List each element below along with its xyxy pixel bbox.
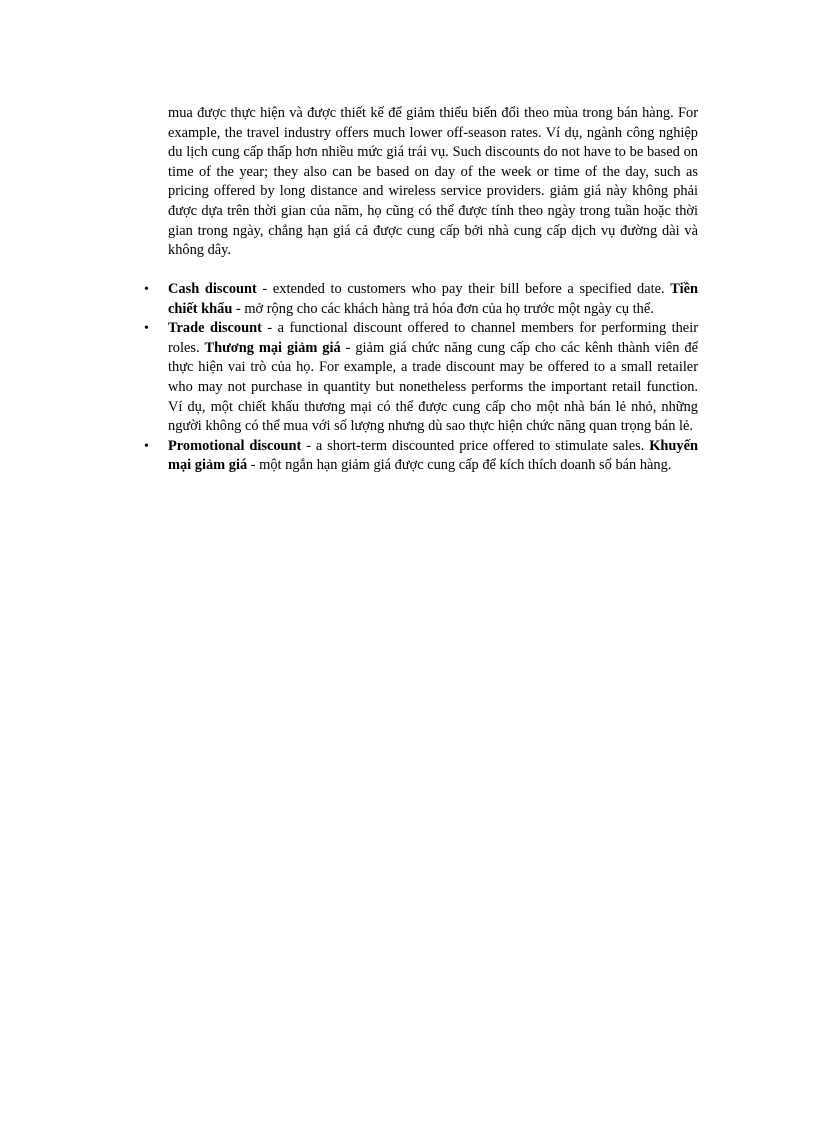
list-item-promotional-discount: [144, 437, 698, 476]
list-item-trade-discount: [144, 319, 698, 437]
discount-types-list: [144, 280, 698, 476]
bullet-icon: •: [144, 282, 149, 297]
term-english: Trade discount: [168, 320, 262, 337]
term-vietnamese: Thương mại giảm giá: [204, 339, 341, 356]
term-english: Cash discount: [168, 281, 257, 297]
continuation-paragraph: mua được thực hiện và được thiết kế để giảm thiểu biến đổi theo mùa trong bán hàng. For example, the travel industry offers much lower off-season rates. Ví dụ, ngành công nghiệp du lịch cung cấp thấp hơn nhiều mức giá trái vụ. Such discounts do not have to be based on time of the year; they also can be based on day of the week or time of the day, such as pricing offered by long distance and wireless service providers. giảm giá này không phải được dựa trên thời gian của năm, họ cũng có thể được tính theo ngày trong tuần hoặc thời gian trong ngày, chẳng hạn giá cả được cung cấp bởi nhà cung cấp dịch vụ đường dài và không dây.: [168, 105, 698, 259]
bullet-icon: •: [144, 438, 149, 454]
definition-english: - a short-term discounted price offered to stimulate sales.: [301, 437, 650, 454]
term-vietnamese: Khuyến mại giảm giá: [168, 437, 698, 474]
bullet-icon: •: [144, 321, 149, 337]
list-item-cash-discount: [144, 280, 698, 319]
definition-english: - extended to customers who pay their bill before a specified date.: [256, 281, 671, 297]
term-vietnamese: Tiền chiết khấu: [168, 281, 698, 317]
definition-vietnamese: - mở rộng cho các khách hàng trả hóa đơn của họ trước một ngày cụ thể.: [232, 300, 654, 317]
term-english: Promotional discount: [168, 437, 302, 454]
definition-vietnamese: - giảm giá chức năng cung cấp cho các kênh thành viên để thực hiện vai trò của họ. For example, a trade discount may be offered to a small retailer who may not purchase in quantity but nonetheless performs the important retail function. Ví dụ, một chiết khấu thương mại có thể được cung cấp cho một nhà bán lẻ nhỏ, những người không có thể mua với số lượng nhưng dù sao thực hiện chức năng quan trọng bán lẻ.: [168, 339, 698, 435]
definition-english: - a functional discount offered to channel members for performing their roles.: [168, 320, 698, 356]
definition-vietnamese: - một ngắn hạn giảm giá được cung cấp để kích thích doanh số bán hàng.: [247, 457, 672, 474]
